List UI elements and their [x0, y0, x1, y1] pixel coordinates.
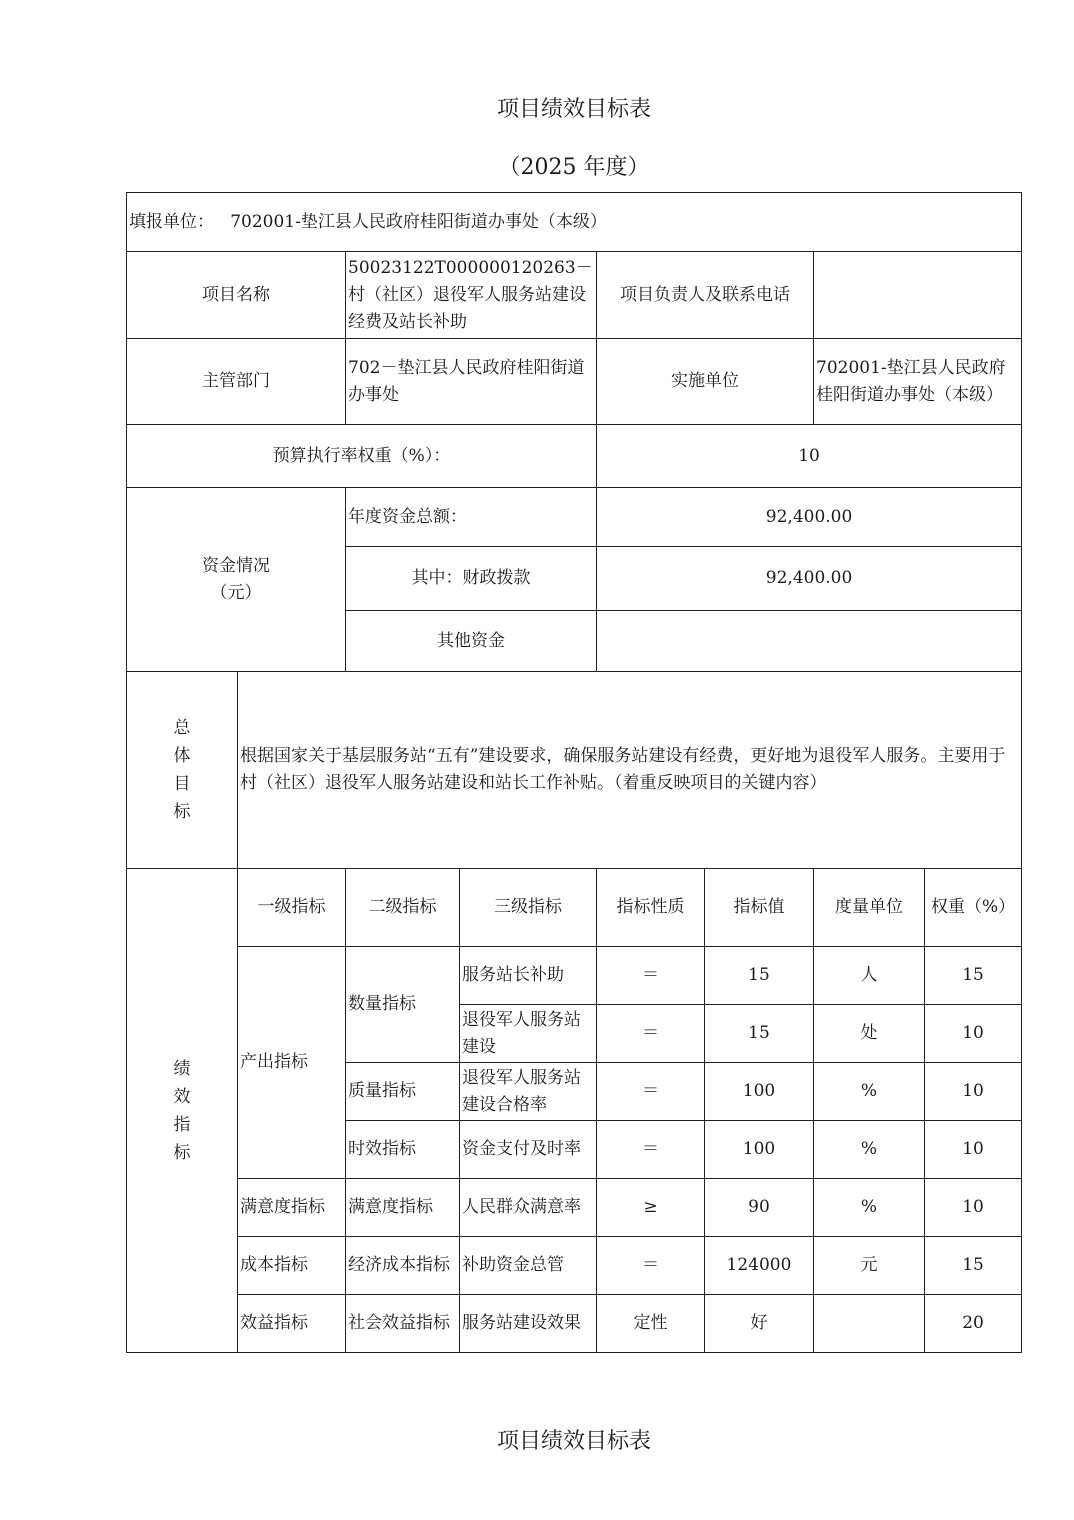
unit-label: 填报单位： — [129, 211, 214, 232]
unit-cell: 处 — [814, 1005, 925, 1063]
value-cell: 100 — [705, 1121, 814, 1179]
unit-cell: 元 — [814, 1237, 925, 1295]
header-level2: 二级指标 — [346, 869, 460, 947]
header-unit: 度量单位 — [814, 869, 925, 947]
weight-cell: 20 — [925, 1295, 1022, 1353]
level3-cell: 退役军人服务站建设合格率 — [460, 1063, 597, 1121]
unit-cell: % — [814, 1179, 925, 1237]
value-cell: 100 — [705, 1063, 814, 1121]
level1-cost: 成本指标 — [238, 1237, 346, 1295]
level3-cell: 人民群众满意率 — [460, 1179, 597, 1237]
level3-cell: 服务站长补助 — [460, 947, 597, 1005]
weight-cell: 10 — [925, 1063, 1022, 1121]
level2-social-benefit: 社会效益指标 — [346, 1295, 460, 1353]
nature-cell: ≥ — [597, 1179, 705, 1237]
dept-label: 主管部门 — [127, 339, 346, 425]
weight-cell: 10 — [925, 1179, 1022, 1237]
overall-goal-text: 根据国家关于基层服务站“五有”建设要求，确保服务站建设有经费，更好地为退役军人服务。主要用于村（社区）退役军人服务站建设和站长工作补贴。（着重反映项目的关键内容） — [238, 672, 1022, 869]
other-funds-value — [597, 611, 1022, 672]
weight-cell: 10 — [925, 1005, 1022, 1063]
overall-goal-label: 总 体 目 标 — [127, 672, 238, 869]
level3-cell: 服务站建设效果 — [460, 1295, 597, 1353]
level1-satisfaction: 满意度指标 — [238, 1179, 346, 1237]
level2-quantity: 数量指标 — [346, 947, 460, 1063]
weight-cell: 15 — [925, 947, 1022, 1005]
weight-cell: 15 — [925, 1237, 1022, 1295]
level3-cell: 退役军人服务站建设 — [460, 1005, 597, 1063]
annual-total-value: 92,400.00 — [597, 488, 1022, 547]
funds-label — [127, 488, 346, 672]
performance-target-table — [126, 192, 1022, 1353]
level2-timeliness: 时效指标 — [346, 1121, 460, 1179]
value-cell: 15 — [705, 947, 814, 1005]
fiscal-label: 其中：财政拨款 — [346, 547, 597, 611]
unit-cell: 人 — [814, 947, 925, 1005]
table-row — [127, 1179, 1022, 1237]
level3-cell: 补助资金总管 — [460, 1237, 597, 1295]
fiscal-value: 92,400.00 — [597, 547, 1022, 611]
level1-output: 产出指标 — [238, 947, 346, 1179]
impl-value: 702001-垫江县人民政府桂阳街道办事处（本级） — [814, 339, 1022, 425]
unit-cell: % — [814, 1063, 925, 1121]
budget-weight-value: 10 — [597, 425, 1022, 488]
nature-cell: ＝ — [597, 1121, 705, 1179]
unit-row — [127, 193, 1022, 252]
leader-value — [814, 252, 1022, 339]
budget-weight-label: 预算执行率权重（%）： — [127, 425, 597, 488]
page-subtitle-year: （2025 年度） — [498, 155, 650, 180]
level2-economic-cost: 经济成本指标 — [346, 1237, 460, 1295]
leader-label: 项目负责人及联系电话 — [597, 252, 814, 339]
level2-satisfaction: 满意度指标 — [346, 1179, 460, 1237]
header-value: 指标值 — [705, 869, 814, 947]
project-name-label: 项目名称 — [127, 252, 346, 339]
value-cell: 90 — [705, 1179, 814, 1237]
table-row — [127, 947, 1022, 1005]
page-title: 项目绩效目标表 — [496, 97, 651, 122]
nature-cell: ＝ — [597, 1005, 705, 1063]
unit-value: 702001-垫江县人民政府桂阳街道办事处（本级） — [230, 211, 607, 232]
level1-benefit: 效益指标 — [238, 1295, 346, 1353]
project-name-value: 50023122T000000120263－村（社区）退役军人服务站建设经费及站长补助 — [346, 252, 597, 339]
level2-quality: 质量指标 — [346, 1063, 460, 1121]
table-row — [127, 1237, 1022, 1295]
value-cell: 15 — [705, 1005, 814, 1063]
header-level3: 三级指标 — [460, 869, 597, 947]
performance-indicator-label: 绩 效 指 标 — [127, 869, 238, 1353]
funds-label-line1: 资金情况 — [202, 555, 270, 576]
header-nature: 指标性质 — [597, 869, 705, 947]
value-cell: 124000 — [705, 1237, 814, 1295]
nature-cell: ＝ — [597, 947, 705, 1005]
funds-label-line2: （元） — [210, 582, 262, 603]
header-weight: 权重（%） — [925, 869, 1022, 947]
dept-value: 702－垫江县人民政府桂阳街道办事处 — [346, 339, 597, 425]
other-funds-label: 其他资金 — [346, 611, 597, 672]
weight-cell: 10 — [925, 1121, 1022, 1179]
nature-cell: 定性 — [597, 1295, 705, 1353]
unit-cell — [814, 1295, 925, 1353]
value-cell: 好 — [705, 1295, 814, 1353]
level3-cell: 资金支付及时率 — [460, 1121, 597, 1179]
unit-cell: % — [814, 1121, 925, 1179]
nature-cell: ＝ — [597, 1063, 705, 1121]
annual-total-label: 年度资金总额： — [346, 488, 597, 547]
table-row — [127, 1295, 1022, 1353]
next-page-title: 项目绩效目标表 — [496, 1429, 651, 1454]
nature-cell: ＝ — [597, 1237, 705, 1295]
header-level1: 一级指标 — [238, 869, 346, 947]
impl-label: 实施单位 — [597, 339, 814, 425]
